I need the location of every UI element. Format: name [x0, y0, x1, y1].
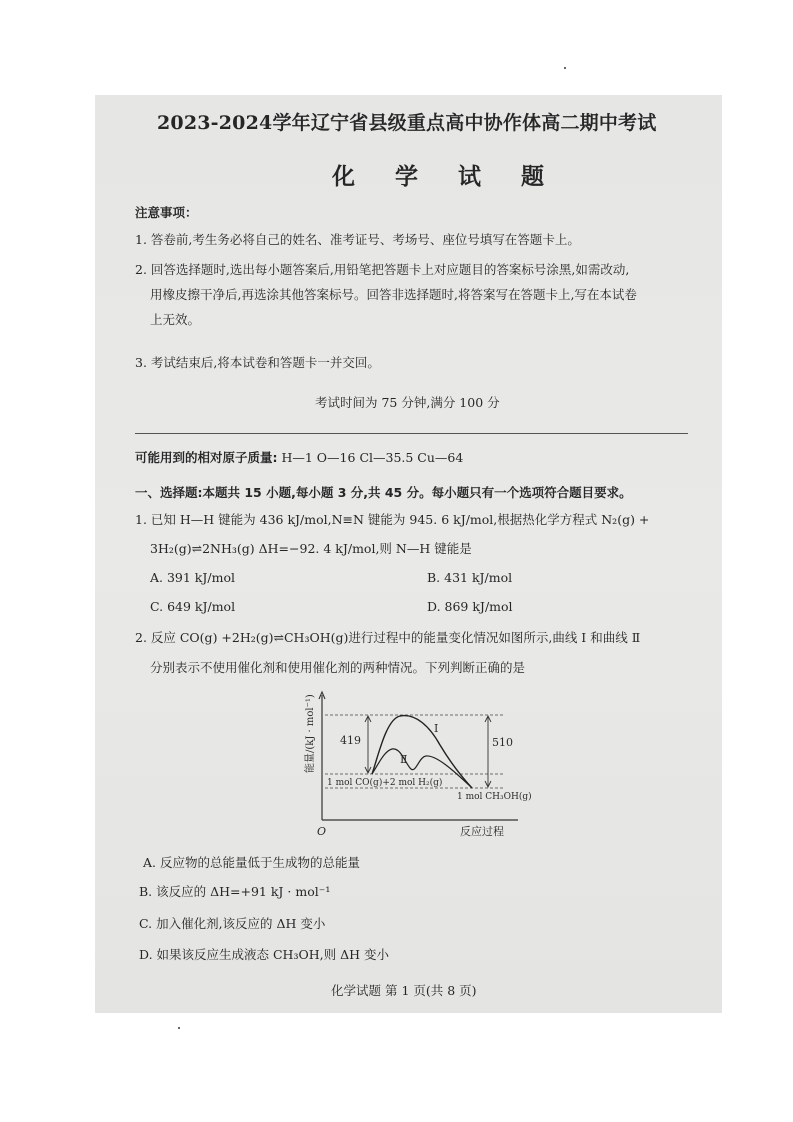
- energy-diagram: [300, 685, 540, 840]
- notice-item-2: 2. 回答选择题时,选出每小题答案后,用铅笔把答题卡上对应题目的答案标号涂黑,如需改动,: [135, 262, 630, 277]
- activation-energy-value: 419: [340, 734, 361, 747]
- speck: [178, 1027, 180, 1029]
- q2-option-c: C. 加入催化剂,该反应的 ΔH 变小: [139, 916, 326, 931]
- q2-option-b: B. 该反应的 ΔH=+91 kJ · mol⁻¹: [139, 884, 331, 899]
- notice-item-3: 3. 考试结束后,将本试卷和答题卡一并交回。: [135, 355, 380, 370]
- atomic-mass-line: [135, 450, 463, 466]
- exam-title: 2023-2024学年辽宁省县级重点高中协作体高二期中考试: [157, 112, 657, 134]
- section-1-heading: 一、选择题:本题共 15 小题,每小题 3 分,共 45 分。每小题只有一个选项符合题目要求。: [135, 485, 632, 500]
- notice-item-2-cont: 用橡皮擦干净后,再选涂其他答案标号。回答非选择题时,将答案写在答题卡上,写在本试卷: [150, 287, 637, 302]
- exam-time-note: 考试时间为 75 分钟,满分 100 分: [315, 395, 500, 410]
- q2-stem-line-2: 分别表示不使用催化剂和使用催化剂的两种情况。下列判断正确的是: [150, 660, 526, 675]
- products-label: 1 mol CH₃OH(g): [457, 792, 532, 802]
- q1-stem-line-1: 1. 已知 H—H 键能为 436 kJ/mol,N≡N 键能为 945. 6 kJ/mol,根据热化学方程式 N₂(g) +: [135, 512, 650, 527]
- curve-1-label: Ⅰ: [434, 722, 439, 735]
- subject-title: 化 学 试 题: [332, 163, 561, 190]
- atomic-mass-values: H—1 O—16 Cl—35.5 Cu—64: [281, 450, 464, 465]
- reverse-energy-value: 510: [492, 736, 513, 749]
- q2-option-a: A. 反应物的总能量低于生成物的总能量: [143, 855, 360, 870]
- origin-label: O: [317, 825, 327, 838]
- notice-heading: 注意事项：: [135, 205, 198, 220]
- notice-item-1: 1. 答卷前,考生务必将自己的姓名、准考证号、考场号、座位号填写在答题卡上。: [135, 232, 580, 247]
- x-axis-label: 反应过程: [460, 825, 504, 838]
- reactants-label: 1 mol CO(g)+2 mol H₂(g): [327, 778, 443, 788]
- q1-option-a: A. 391 kJ/mol: [150, 570, 235, 585]
- q2-option-d: D. 如果该反应生成液态 CH₃OH,则 ΔH 变小: [139, 947, 389, 962]
- curve-2-label: Ⅱ: [400, 753, 408, 766]
- q1-option-b: B. 431 kJ/mol: [427, 570, 513, 585]
- q1-option-c: C. 649 kJ/mol: [150, 599, 236, 614]
- q1-option-d: D. 869 kJ/mol: [427, 599, 513, 614]
- page-footer: 化学试题 第 1 页(共 8 页): [331, 983, 477, 998]
- notice-item-2-end: 上无效。: [150, 312, 201, 327]
- y-axis-label: 能量/(kJ · mol⁻¹): [305, 694, 316, 773]
- q1-stem-line-2: 3H₂(g)⇌2NH₃(g) ΔH=−92. 4 kJ/mol,则 N—H 键能是: [150, 541, 472, 556]
- q2-stem-line-1: 2. 反应 CO(g) +2H₂(g)⇌CH₃OH(g)进行过程中的能量变化情况如图所示,曲线 Ⅰ 和曲线 Ⅱ: [135, 630, 641, 645]
- atomic-mass-label: 可能用到的相对原子质量:: [135, 450, 278, 465]
- speck: [564, 67, 566, 69]
- section-divider: [135, 433, 688, 434]
